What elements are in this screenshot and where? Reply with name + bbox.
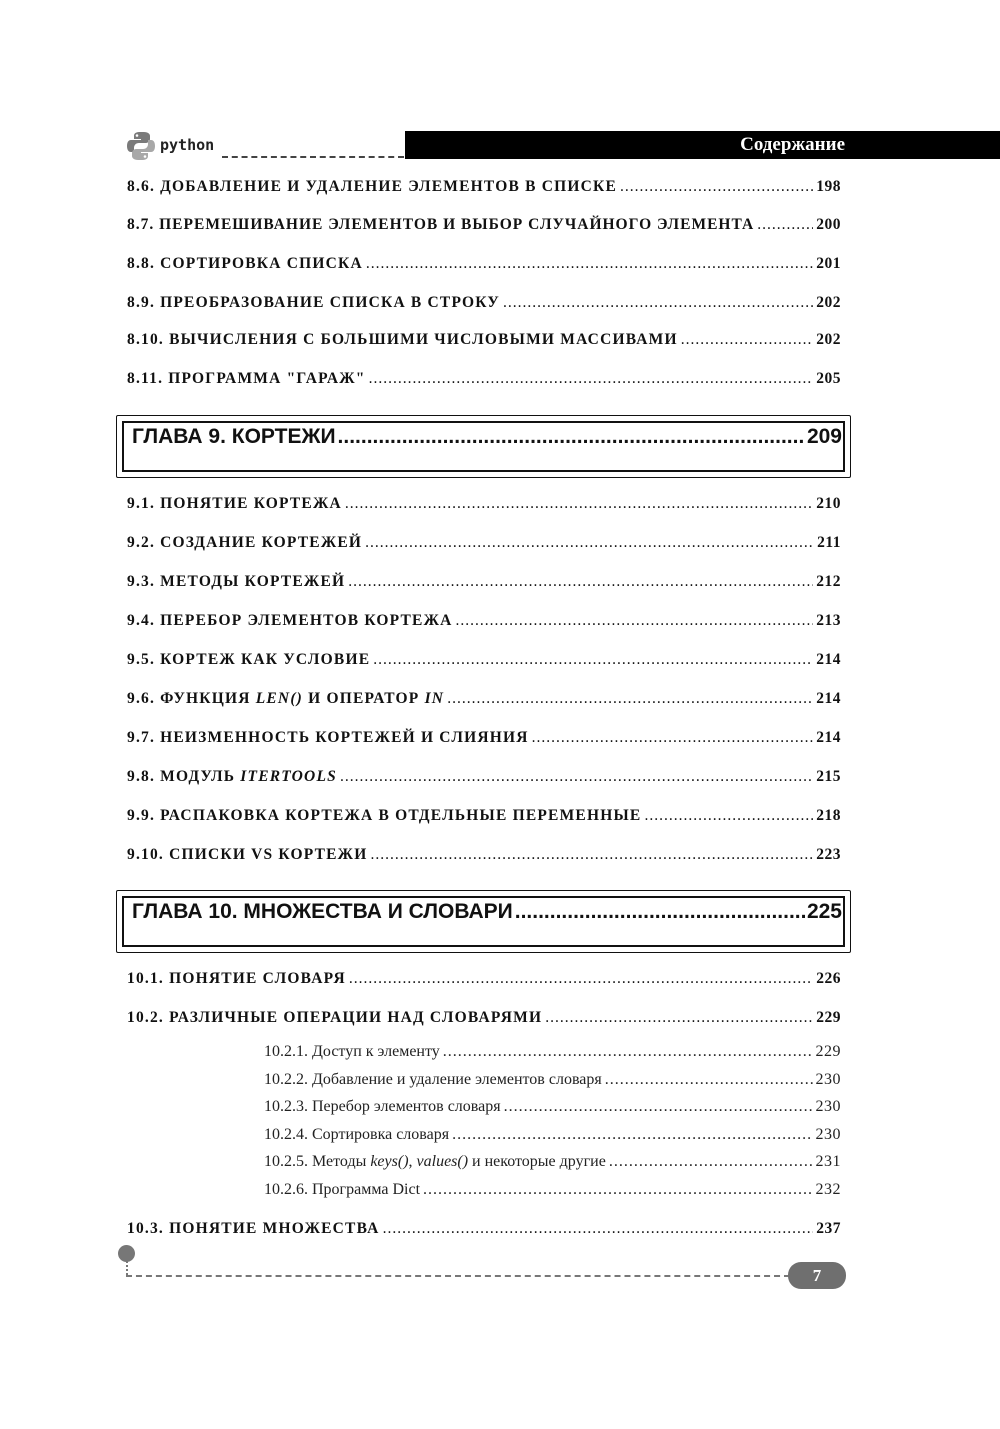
dot-leader [620, 178, 813, 196]
dot-leader [644, 807, 813, 825]
toc-entry-title: 8.9. ПРЕОБРАЗОВАНИЕ СПИСКА В СТРОКУ [127, 294, 500, 311]
toc-entry-title: 10.3. ПОНЯТИЕ МНОЖЕСТВА [127, 1220, 380, 1237]
dot-leader [349, 970, 813, 988]
toc-entry-title: 8.8. СОРТИРОВКА СПИСКА [127, 255, 363, 272]
toc-entry[interactable] [127, 846, 841, 864]
dot-leader [370, 846, 813, 864]
dot-leader [338, 425, 805, 449]
toc-subentry-page: 232 [815, 1181, 841, 1198]
toc-subentry-title: 10.2.3. Перебор элементов словаря [264, 1098, 501, 1115]
toc-entry-page: 211 [817, 534, 841, 551]
toc-entry-page: 205 [816, 370, 841, 387]
toc-entry-page: 214 [816, 651, 841, 668]
footer-divider [126, 1275, 790, 1277]
chapter-title: ГЛАВА 9. КОРТЕЖИ [132, 425, 336, 448]
page-number: 7 [788, 1262, 846, 1289]
toc-entry[interactable] [127, 495, 841, 513]
toc-entry-page: 201 [816, 255, 841, 272]
toc-entry-page: 212 [816, 573, 841, 590]
toc-entry-title: 10.1. ПОНЯТИЕ СЛОВАРЯ [127, 970, 346, 987]
dot-leader [503, 294, 813, 312]
dot-leader [366, 255, 813, 273]
toc-subentry[interactable] [264, 1071, 841, 1089]
toc-entry-page: 223 [816, 846, 841, 863]
dot-leader [532, 729, 814, 747]
toc-subentry-page: 231 [815, 1153, 841, 1170]
dot-leader [545, 1009, 813, 1027]
toc-subentry-title: 10.2.1. Доступ к элементу [264, 1043, 440, 1060]
dot-leader [447, 690, 813, 708]
toc-entry-title: 8.10. ВЫЧИСЛЕНИЯ С БОЛЬШИМИ ЧИСЛОВЫМИ МАССИВАМИ [127, 331, 678, 348]
toc-entry-page: 218 [816, 807, 841, 824]
toc-subentry[interactable] [264, 1098, 841, 1116]
toc-entry-title-part: 9.6. ФУНКЦИЯ [127, 690, 256, 707]
toc-entry-page: 202 [816, 331, 841, 348]
toc-subentry-page: 230 [815, 1071, 841, 1088]
toc-subentry-title-part: 10.2.5. Методы [264, 1153, 371, 1170]
toc-entry[interactable] [127, 807, 841, 825]
toc-entry-title: 8.7. ПЕРЕМЕШИВАНИЕ ЭЛЕМЕНТОВ И ВЫБОР СЛУЧАЙНОГО ЭЛЕМЕНТА [127, 216, 755, 233]
toc-entry-title: 9.9. РАСПАКОВКА КОРТЕЖА В ОТДЕЛЬНЫЕ ПЕРЕМЕННЫЕ [127, 807, 642, 824]
dot-leader [348, 573, 813, 591]
toc-entry[interactable] [127, 573, 841, 591]
toc-subentry-title: 10.2.6. Программа Dict [264, 1181, 421, 1198]
toc-entry-title: 9.4. ПЕРЕБОР ЭЛЕМЕНТОВ КОРТЕЖА [127, 612, 453, 629]
footer-dot-icon [118, 1245, 135, 1262]
toc-entry-title: 9.10. СПИСКИ VS КОРТЕЖИ [127, 846, 368, 863]
toc-subentry[interactable] [264, 1181, 841, 1199]
dot-leader [443, 1043, 813, 1061]
toc-entry-page: 215 [816, 768, 841, 785]
toc-subentry-title: 10.2.2. Добавление и удаление элементов словаря [264, 1071, 602, 1088]
dot-leader [452, 1126, 812, 1144]
toc-subentry[interactable] [264, 1153, 841, 1171]
page-section-title: Содержание [740, 134, 845, 155]
toc-entry[interactable] [127, 1220, 841, 1238]
dot-leader [455, 612, 813, 630]
brand-label: python [160, 136, 215, 154]
dot-leader [345, 495, 813, 513]
toc-entry[interactable] [127, 370, 841, 388]
toc-entry-title-part: И ОПЕРАТОР [303, 690, 425, 707]
toc-subentry[interactable] [264, 1126, 841, 1144]
toc-subentry-title [264, 1153, 606, 1171]
toc-entry-page: 226 [816, 970, 841, 987]
toc-entry-title [127, 768, 337, 786]
toc-entry[interactable] [127, 651, 841, 669]
toc-entry-page: 213 [816, 612, 841, 629]
dot-leader [681, 331, 813, 349]
toc-entry-title: 10.2. РАЗЛИЧНЫЕ ОПЕРАЦИИ НАД СЛОВАРЯМИ [127, 1009, 543, 1026]
toc-subentry-title-code: keys() [370, 1153, 409, 1170]
toc-entry-title-code: ITERTOOLS [240, 768, 337, 785]
toc-entry-title: 9.7. НЕИЗМЕННОСТЬ КОРТЕЖЕЙ И СЛИЯНИЯ [127, 729, 529, 746]
header-divider [222, 156, 404, 158]
dot-leader [373, 651, 813, 669]
toc-subentry-page: 230 [815, 1098, 841, 1115]
dot-leader [515, 900, 805, 924]
toc-entry-title-code: LEN() [255, 690, 304, 707]
toc-entry[interactable] [127, 331, 841, 349]
toc-entry-page: 202 [816, 294, 841, 311]
dot-leader [423, 1181, 812, 1199]
toc-entry[interactable] [127, 612, 841, 630]
toc-entry-page: 198 [816, 178, 841, 195]
toc-entry[interactable] [127, 768, 841, 786]
toc-entry-title: 8.6. ДОБАВЛЕНИЕ И УДАЛЕНИЕ ЭЛЕМЕНТОВ В СПИСКЕ [127, 178, 617, 195]
dot-leader [605, 1071, 813, 1089]
toc-subentry-title-part: , [408, 1153, 417, 1170]
toc-entry-title: 9.2. СОЗДАНИЕ КОРТЕЖЕЙ [127, 534, 363, 551]
footer-divider-stem [126, 1261, 128, 1275]
toc-entry-page: 229 [816, 1009, 841, 1026]
dot-leader [609, 1153, 813, 1171]
dot-leader [383, 1220, 814, 1238]
chapter-title: ГЛАВА 10. МНОЖЕСТВА И СЛОВАРИ [132, 900, 513, 923]
toc-subentry-title-part: и некоторые другие [468, 1153, 606, 1170]
toc-entry[interactable] [127, 294, 841, 312]
toc-entry[interactable] [127, 1009, 841, 1027]
toc-entry-title [127, 690, 444, 708]
toc-entry-page: 237 [816, 1220, 841, 1237]
chapter-heading [132, 425, 842, 449]
toc-entry[interactable] [127, 690, 841, 708]
toc-subentry-page: 230 [815, 1126, 841, 1143]
toc-entry-title-code: IN [424, 690, 445, 707]
toc-entry-title: 9.1. ПОНЯТИЕ КОРТЕЖА [127, 495, 342, 512]
chapter-box[interactable] [116, 415, 851, 478]
toc-entry[interactable] [127, 255, 841, 273]
chapter-box[interactable] [116, 890, 851, 953]
toc-entry[interactable] [127, 534, 841, 552]
toc-entry-page: 200 [816, 216, 841, 233]
toc-entry-title: 9.5. КОРТЕЖ КАК УСЛОВИЕ [127, 651, 371, 668]
toc-entry[interactable] [127, 178, 841, 196]
toc-entry-title: 9.3. МЕТОДЫ КОРТЕЖЕЙ [127, 573, 346, 590]
dot-leader [369, 370, 814, 388]
dot-leader [757, 216, 813, 234]
toc-entry-title: 8.11. ПРОГРАММА "ГАРАЖ" [127, 370, 366, 387]
toc-entry-page: 214 [816, 729, 841, 746]
toc-entry-title-part: 9.8. МОДУЛЬ [127, 768, 241, 785]
toc-subentry-page: 229 [815, 1043, 841, 1060]
toc-entry[interactable] [127, 970, 841, 988]
toc-entry-page: 210 [816, 495, 841, 512]
toc-entry[interactable] [127, 216, 841, 234]
chapter-page: 209 [806, 425, 842, 448]
chapter-heading [132, 900, 842, 924]
dot-leader [365, 534, 814, 552]
dot-leader [340, 768, 813, 786]
toc-entry[interactable] [127, 729, 841, 747]
chapter-page: 225 [806, 900, 842, 923]
toc-subentry[interactable] [264, 1043, 841, 1061]
toc-subentry-title-code: values() [416, 1153, 469, 1170]
python-logo-icon [127, 131, 155, 161]
toc-entry-page: 214 [816, 690, 841, 707]
dot-leader [504, 1098, 813, 1116]
toc-subentry-title: 10.2.4. Сортировка словаря [264, 1126, 450, 1143]
